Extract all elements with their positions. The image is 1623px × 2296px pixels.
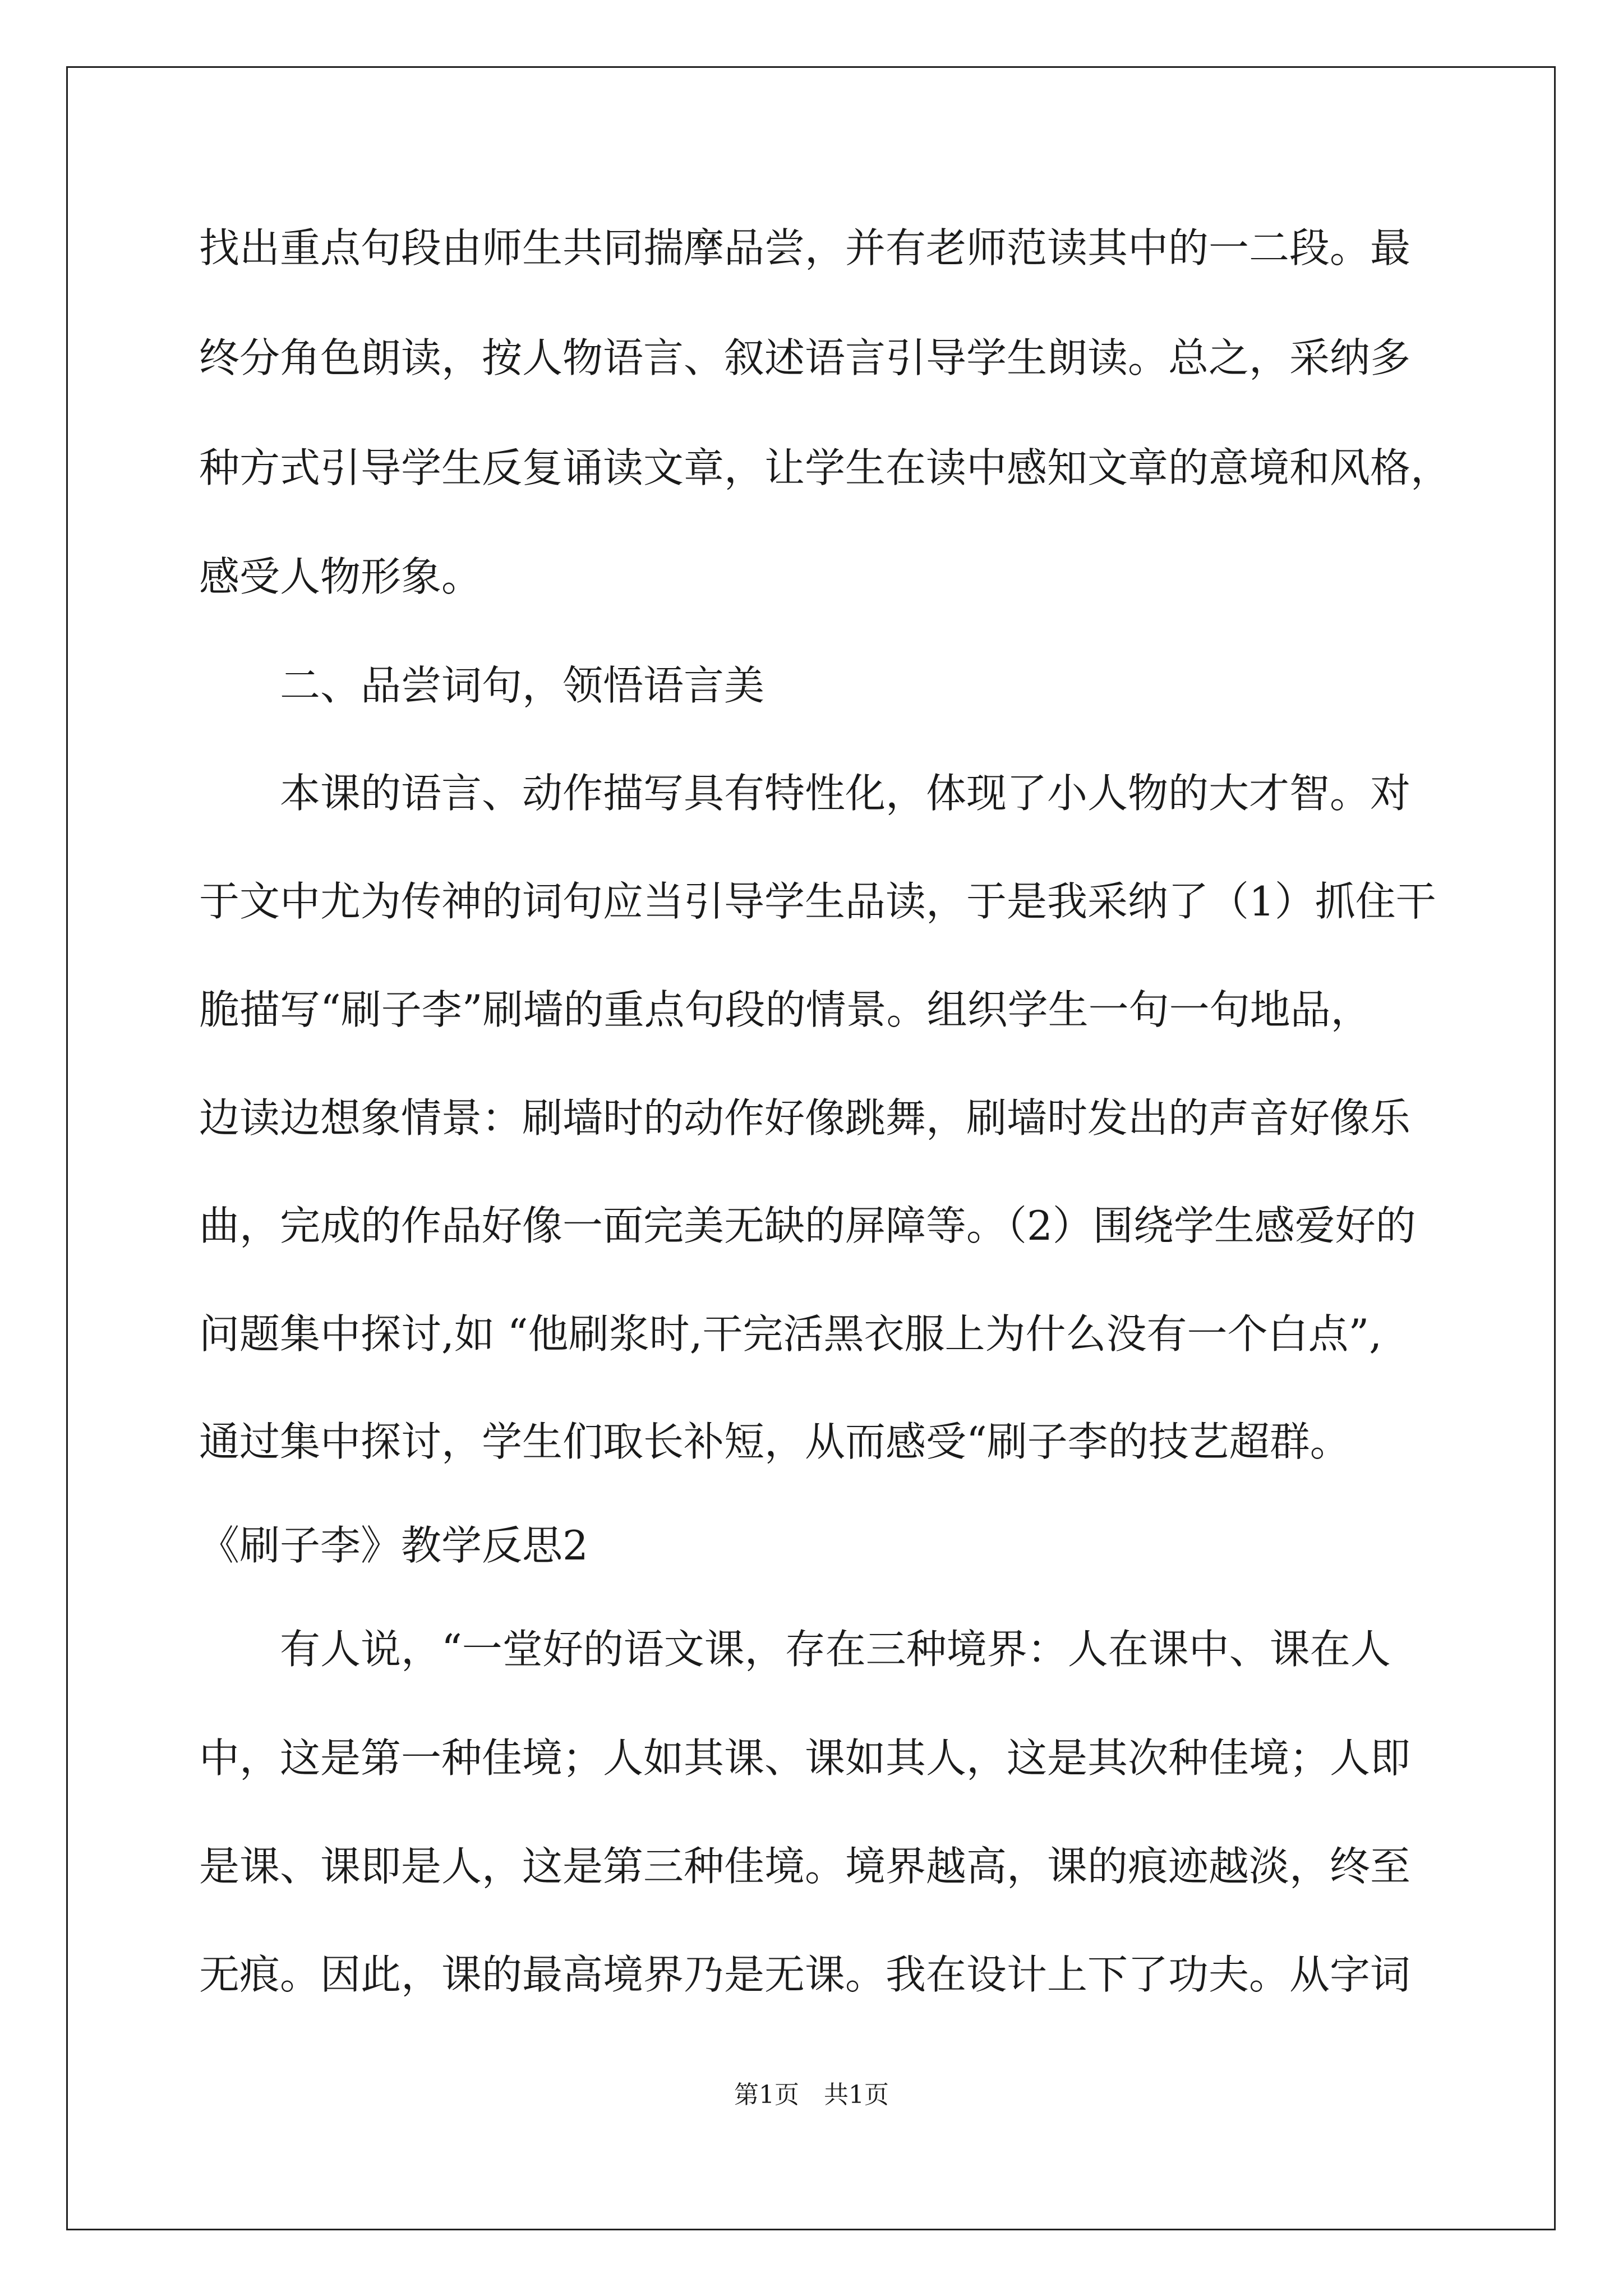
text-line: 找出重点句段由师生共同揣摩品尝，并有老师范读其中的一二段。最 [199, 224, 1411, 272]
text-line: 通过集中探讨，学生们取长补短，从而感受“刷子李的技艺超群。 [199, 1418, 1350, 1465]
text-line: 是课、课即是人，这是第三种佳境。境界越高，课的痕迹越淡，终至 [199, 1843, 1411, 1890]
text-line: 感受人物形象。 [199, 553, 482, 600]
text-line: 问题集中探讨,如 “他刷浆时,干完活黑衣服上为什么没有一个白点”, [199, 1310, 1382, 1358]
page-footer: 第1页 共1页 [734, 2081, 889, 2109]
text-line: 中，这是第一种佳境；人如其课、课如其人，这是其次种佳境；人即 [199, 1734, 1411, 1782]
text-line: 有人说，“一堂好的语文课，存在三种境界：人在课中、课在人 [199, 1626, 1391, 1673]
text-line: 于文中尤为传神的词句应当引导学生品读，于是我采纳了（1）抓住干 [199, 878, 1436, 925]
section-heading: 二、品尝词句，领悟语言美 [199, 662, 765, 709]
text-line: 脆描写“刷子李”刷墙的重点句段的情景。组织学生一句一句地品， [199, 986, 1371, 1033]
page-border [66, 66, 1556, 2230]
text-line: 曲，完成的作品好像一面完美无缺的屏障等。（2）围绕学生感爱好的 [199, 1202, 1416, 1249]
article-title: 《刷子李》教学反思2 [199, 1522, 588, 1569]
text-line: 边读边想象情景：刷墙时的动作好像跳舞，刷墙时发出的声音好像乐 [199, 1094, 1411, 1142]
text-line: 无痕。因此，课的最高境界乃是无课。我在设计上下了功夫。从字词 [199, 1951, 1411, 1998]
text-line: 本课的语言、动作描写具有特性化，体现了小人物的大才智。对 [199, 770, 1411, 817]
text-line: 种方式引导学生反复诵读文章，让学生在读中感知文章的意境和风格， [199, 444, 1451, 491]
text-line: 终分角色朗读，按人物语言、叙述语言引导学生朗读。总之，采纳多 [199, 334, 1411, 381]
